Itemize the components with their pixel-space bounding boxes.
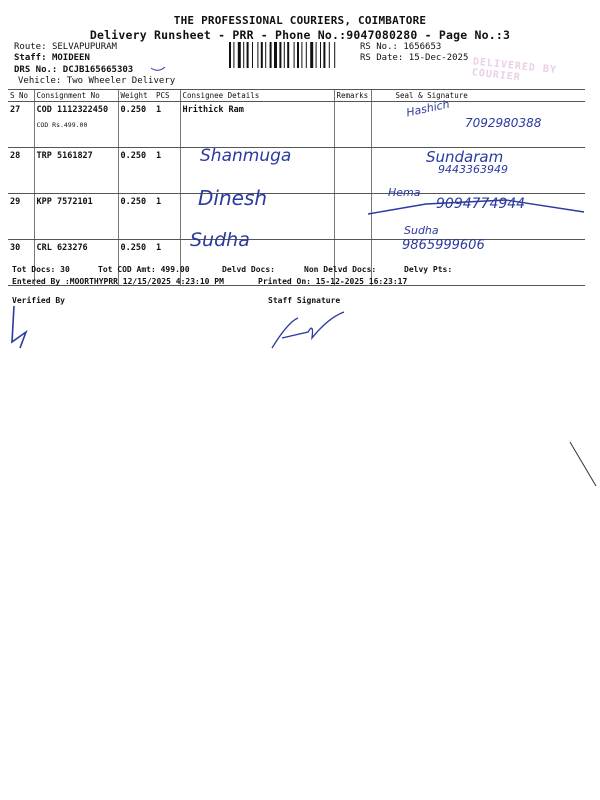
handwritten-signature: Hema [388,186,421,199]
vehicle-value: Two Wheeler Delivery [66,76,176,86]
remarks-cell [334,102,371,148]
remarks-cell [334,148,371,194]
handwritten-consignee: Dinesh [198,186,268,210]
barcode-bar [265,42,266,68]
printed-on: Printed On: 15-12-2025 16:23:17 [258,277,408,286]
drs-label: DRS No.: [14,65,58,75]
staff-signature-scribble [268,308,348,352]
rs-date-label: RS Date: [360,53,404,63]
delivery-points: Delvy Pts: [404,265,453,274]
col-header: Seal & Signature [371,90,585,102]
rs-no-label: RS No.: [360,42,398,52]
barcode [229,42,357,68]
rs-no-row [360,42,441,52]
sno-cell: 30 [8,240,34,286]
barcode-bar [229,42,231,68]
total-docs: Tot Docs: 30 [12,265,70,274]
col-header: S No [8,90,34,102]
non-delivered-docs: Non Delvd Docs: [304,265,377,274]
edge-mark [568,440,598,490]
strike-through-mark [366,190,586,218]
tick-mark-icon [150,66,166,72]
rs-no-value: 1656653 [403,42,442,52]
handwritten-phone: 9094774944 [436,196,526,212]
barcode-bar [323,42,325,68]
barcode-bar [270,42,272,68]
pcs-cell: 1 [154,194,180,240]
consignee-cell: Hrithick Ram [180,102,334,148]
verified-signature-scribble [8,302,38,352]
handwritten-signature: Sudha [404,224,439,237]
barcode-bar [261,42,263,68]
drs-row [14,65,133,75]
handwritten-phone: 9443363949 [438,163,508,176]
handwritten-signature: Hashich [405,97,451,120]
handwritten-signature: Sundaram [426,148,504,166]
pcs-cell: 1 [154,102,180,148]
barcode-bar [329,42,330,68]
barcode-bar [274,42,277,68]
handwritten-consignee: Sudha [190,229,250,251]
total-cod-amount: Tot COD Amt: 499.00 [98,265,190,274]
barcode-bar [287,42,289,68]
col-header: Consignee Details [180,90,334,102]
pcs-cell: 1 [154,240,180,286]
sno-cell: 28 [8,148,34,194]
consignment-cell: TRP 5161827 [34,148,118,194]
weight-cell: 0.250 [118,194,154,240]
col-header: Weight [118,90,154,102]
barcode-bar [316,42,317,68]
barcode-bar [334,42,335,68]
consignment-cell [34,102,118,148]
barcode-bar [301,42,302,68]
barcode-bar [306,42,307,68]
col-header: PCS [154,90,180,102]
verified-by-label: Verified By [12,296,65,305]
delivered-docs: Delvd Docs: [222,265,275,274]
weight-cell: 0.250 [118,240,154,286]
pcs-cell: 1 [154,148,180,194]
table-header-row [8,90,585,102]
barcode-bar [297,42,299,68]
sno-cell: 27 [8,102,34,148]
staff-signature-label: Staff Signature [268,296,341,305]
consignment-cell: KPP 7572101 [34,194,118,240]
vehicle-row [18,76,175,86]
entered-by: Entered By :MOORTHYPRR 12/15/2025 4:23:10 PM [12,277,224,286]
faded-stamp: DELIVERED BY COURIER [471,56,558,84]
barcode-bar [320,42,321,68]
barcode-bar [252,42,253,68]
drs-value: DCJB165665303 [62,65,134,75]
handwritten-phone: 9865999606 [402,238,485,253]
rs-date-value: 15-Dec-2025 [408,53,469,63]
rs-date-row [360,53,468,63]
handwritten-phone: 7092980388 [465,116,542,130]
barcode-bar [257,42,258,68]
staff-label: Staff: [14,53,47,63]
barcode-bar [247,42,249,68]
route-row [14,42,117,52]
barcode-bar [238,42,241,68]
barcode-bar [279,42,281,68]
runsheet-subtitle: Delivery Runsheet - PRR - Phone No.:9047080280 - Page No.:3 [89,28,511,42]
barcode-bar [233,42,234,68]
barcode-bar [310,42,313,68]
weight-cell: 0.250 [118,102,154,148]
staff-value: MOIDEEN [51,53,90,63]
barcode-bar [294,42,295,68]
col-header: Consignment No [34,90,118,102]
vehicle-label: Vehicle: [18,76,62,86]
cod-amount: COD Rs.499.00 [36,121,88,129]
barcode-bar [284,42,285,68]
route-label: Route: [14,42,47,52]
route-value: SELVAPUPURAM [51,42,117,52]
consignment-cell: CRL 623276 [34,240,118,286]
consignment-no: COD 1112322450 [36,105,109,115]
handwritten-consignee: Shanmuga [200,146,292,166]
company-title: THE PROFESSIONAL COURIERS, COIMBATORE [173,14,427,27]
col-header: Remarks [334,90,371,102]
sno-cell: 29 [8,194,34,240]
staff-row [14,53,90,63]
weight-cell: 0.250 [118,148,154,194]
barcode-bar [243,42,244,68]
